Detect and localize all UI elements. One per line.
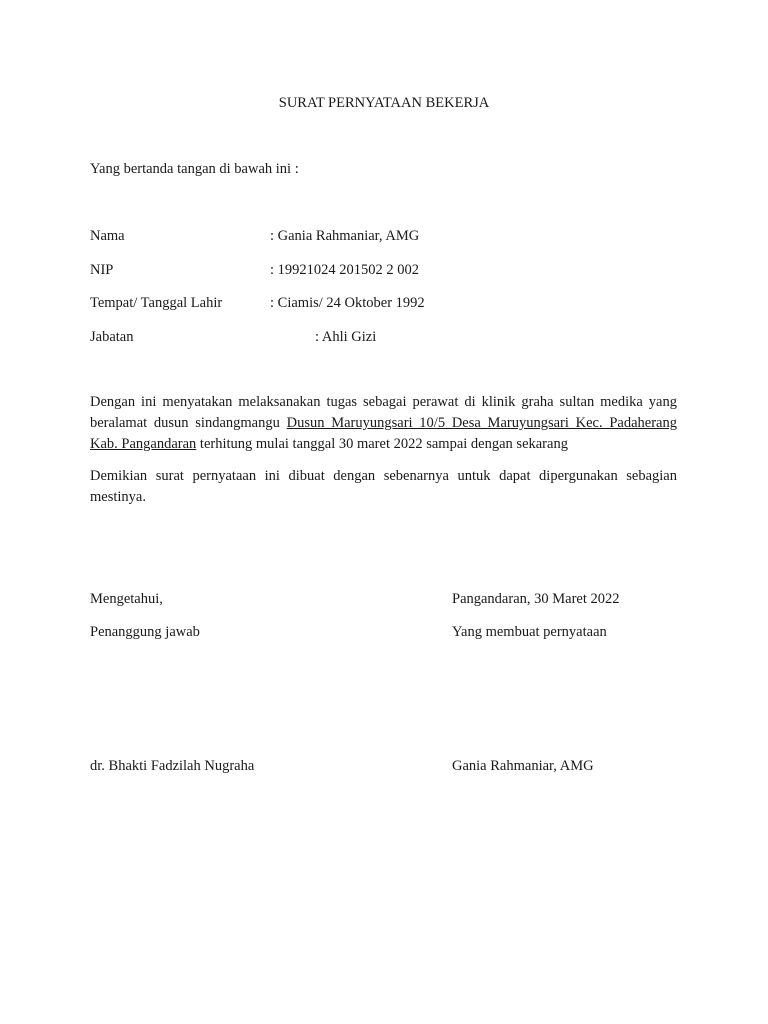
statement-text-2: terhitung mulai tanggal 30 maret 2022 sampai dengan sekarang (196, 436, 568, 452)
closing-paragraph: Demikian surat pernyataan ini dibuat dengan sebenarnya untuk dapat dipergunakan sebagian mestinya. (90, 468, 677, 505)
field-value-jabatan: : Ahli Gizi (315, 329, 377, 345)
statement-text-1: Dengan ini menyatakan melaksanakan tugas sebagai perawat di klinik graha sultan medika yang beralamat dusun sindangmangu (90, 394, 677, 431)
field-label-ttl: Tempat/ Tanggal Lahir (90, 295, 223, 311)
sign-left-line2: Penanggung jawab (90, 624, 200, 640)
field-value-nama: : Gania Rahmaniar, AMG (270, 228, 420, 244)
field-label-jabatan: Jabatan (90, 329, 134, 345)
sign-right-line1: Pangandaran, 30 Maret 2022 (452, 591, 620, 607)
intro-text: Yang bertanda tangan di bawah ini : (90, 161, 299, 177)
statement-paragraph (90, 392, 677, 455)
sign-right-name: Gania Rahmaniar, AMG (452, 758, 594, 774)
sign-right-line2: Yang membuat pernyataan (452, 624, 607, 640)
document-title: SURAT PERNYATAAN BEKERJA (278, 95, 490, 111)
field-label-nip: NIP (90, 262, 114, 278)
sign-left-name: dr. Bhakti Fadzilah Nugraha (90, 758, 255, 774)
sign-left-line1: Mengetahui, (90, 591, 163, 607)
statement-address: Dusun Maruyungsari 10/5 Desa Maruyungsari Kec. Padaherang Kab. Pangandaran (90, 415, 677, 452)
field-value-ttl: : Ciamis/ 24 Oktober 1992 (270, 295, 425, 311)
field-label-nama: Nama (90, 228, 125, 244)
field-value-nip: : 19921024 201502 2 002 (270, 262, 420, 278)
